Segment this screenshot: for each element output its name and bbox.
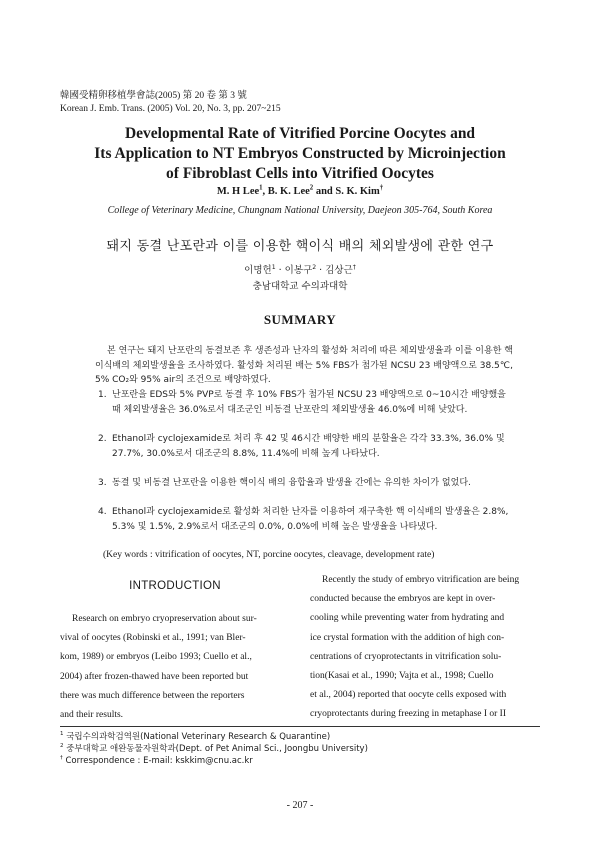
intro-right-line: cooling while preventing water from hydrating and	[310, 613, 505, 624]
intro-right-line: centrations of cryoprotectants in vitrification solu-	[310, 651, 502, 662]
summary-item-1	[98, 388, 513, 417]
intro-left-line: there was much difference between the reporters	[60, 690, 245, 701]
korean-author-3: · 김상근	[316, 265, 353, 276]
intro-right-line: Recently the study of embryo vitrification are being	[322, 575, 520, 585]
summary-item-text: 난포란을 EDS와 5% PVP로 동결 후 10% FBS가 첨가된 NCSU 23 배양액으로 0~10시간 배양했을 때 체외발생율은 36.0%로서 대조군인 비동결 난포란의 체외발생율 46.0%에 비해 낮았다.	[112, 390, 506, 415]
intro-right-column	[310, 571, 540, 725]
korean-affiliation: 충남대학교 수의과대학	[252, 281, 348, 292]
intro-left-line: 2004) after frozen-thawed have been reported but	[60, 671, 249, 682]
footnote-2	[60, 743, 368, 756]
journal-header-korean: 韓國受精卵移植學會誌(2005) 第 20 卷 第 3 號	[60, 91, 247, 101]
footnote-mark: †	[60, 755, 63, 762]
footnote-mark: 1	[60, 731, 64, 738]
summary-item-text: 동결 및 비동결 난포란을 이용한 핵이식 배의 융합율과 발생율 간에는 유의한 차이가 없었다.	[112, 478, 471, 488]
author-3: and S. K. Kim	[313, 186, 380, 197]
korean-author-1-mark: 1	[271, 263, 276, 271]
korean-author-3-mark: †	[352, 263, 356, 271]
author-list	[0, 186, 600, 197]
intro-right-line: cryoprotectants during freezing in metaphase I or II	[310, 709, 506, 720]
korean-author-1: 이명헌	[244, 265, 272, 276]
author-3-mark: †	[379, 184, 384, 192]
author-1: M. H Lee	[216, 186, 260, 197]
paper-title-line-2: Its Application to NT Embryos Constructed by Microinjection	[94, 145, 506, 162]
intro-right-line: ice crystal formation with the addition of high con-	[310, 632, 505, 643]
page-number: - 207 -	[286, 800, 314, 811]
intro-right-line: conducted because the embryos are kept in over-	[310, 594, 496, 605]
summary-item-4	[98, 505, 513, 534]
footnote-text: Correspondence : E-mail: kskkim@cnu.ac.kr	[65, 756, 253, 766]
summary-item-number: 3.	[98, 478, 107, 488]
intro-left-line: kom, 1989) or embryos (Leibo 1993; Cuello et al.,	[60, 652, 252, 663]
korean-title: 돼지 동결 난포란과 이를 이용한 핵이식 배의 체외발생에 관한 연구	[106, 239, 494, 254]
intro-left-line: Research on embryo cryopreservation about sur-	[72, 614, 257, 624]
footnote-text: 중부대학교 애완동물자원학과(Dept. of Pet Animal Sci., Joongbu University)	[66, 744, 368, 754]
introduction-heading: INTRODUCTION	[129, 580, 221, 592]
footnote-3	[60, 755, 253, 768]
intro-left-column	[60, 610, 290, 725]
keywords: (Key words : vitrification of oocytes, NT, porcine oocytes, cleavage, development rate)	[103, 550, 435, 560]
author-2-mark: 2	[309, 184, 314, 192]
author-2: , B. K. Lee	[262, 186, 310, 197]
summary-heading: SUMMARY	[263, 312, 337, 327]
intro-right-line: tion(Kasai et al., 1990; Vajta et al., 1998; Cuello	[310, 671, 494, 682]
summary-item-number: 2.	[98, 434, 107, 444]
footnote-divider	[60, 726, 540, 727]
footnote-mark: 2	[60, 743, 64, 750]
paper-title-line-1: Developmental Rate of Vitrified Porcine Oocytes and	[124, 125, 476, 142]
paper-title-line-3: of Fibroblast Cells into Vitrified Oocytes	[166, 165, 434, 182]
intro-left-line: and their results.	[60, 710, 124, 721]
intro-right-line: et al., 2004) reported that oocyte cells exposed with	[310, 690, 507, 701]
summary-item-2	[98, 432, 513, 461]
affiliation: College of Veterinary Medicine, Chungnam National University, Daejeon 305-764, South Korea	[107, 205, 493, 216]
korean-author-list	[0, 262, 600, 276]
summary-item-text: Ethanol과 cyclojexamide로 처리 후 42 및 46시간 배양한 배의 분할율은 각각 33.3%, 36.0% 및 27.7%, 30.0%로서 대조군의 8.8%, 11.4%에 비해 높게 나타났다.	[112, 434, 505, 459]
summary-intro: 본 연구는 돼지 난포란의 동결보존 후 생존성과 난자의 활성화 처리에 따른 체외발생율과 이를 이용한 핵 이식배의 체외발생율을 조사하였다. 활성화 처리된 배는 5% FBS가 첨가된 NCSU 23 배양액으로 38.5℃, 5% CO₂와 95% air의 조건으로 배양하였다.	[95, 346, 513, 386]
korean-author-2-mark: 2	[312, 263, 317, 271]
summary-item-3	[98, 476, 513, 491]
author-1-mark: 1	[259, 184, 263, 192]
intro-left-line: vival of oocytes (Robinski et al., 1991; van Bler-	[60, 633, 246, 644]
journal-header-english: Korean J. Emb. Trans. (2005) Vol. 20, No. 3, pp. 207~215	[60, 104, 281, 114]
summary-item-number: 1.	[98, 390, 107, 400]
footnote-text: 국립수의과학검역원(National Veterinary Research & Quarantine)	[66, 732, 331, 742]
footnote-1	[60, 731, 330, 744]
summary-item-text: Ethanol과 cyclojexamide로 활성화 처리한 난자를 이용하여 재구축한 핵 이식배의 발생율은 2.8%, 5.3% 및 1.5%, 2.9%로서 대조군의 0.0%, 0.0%에 비해 높은 발생율을 나타냈다.	[112, 507, 509, 532]
summary-item-number: 4.	[98, 507, 107, 517]
korean-author-2: · 이봉구	[275, 265, 313, 276]
